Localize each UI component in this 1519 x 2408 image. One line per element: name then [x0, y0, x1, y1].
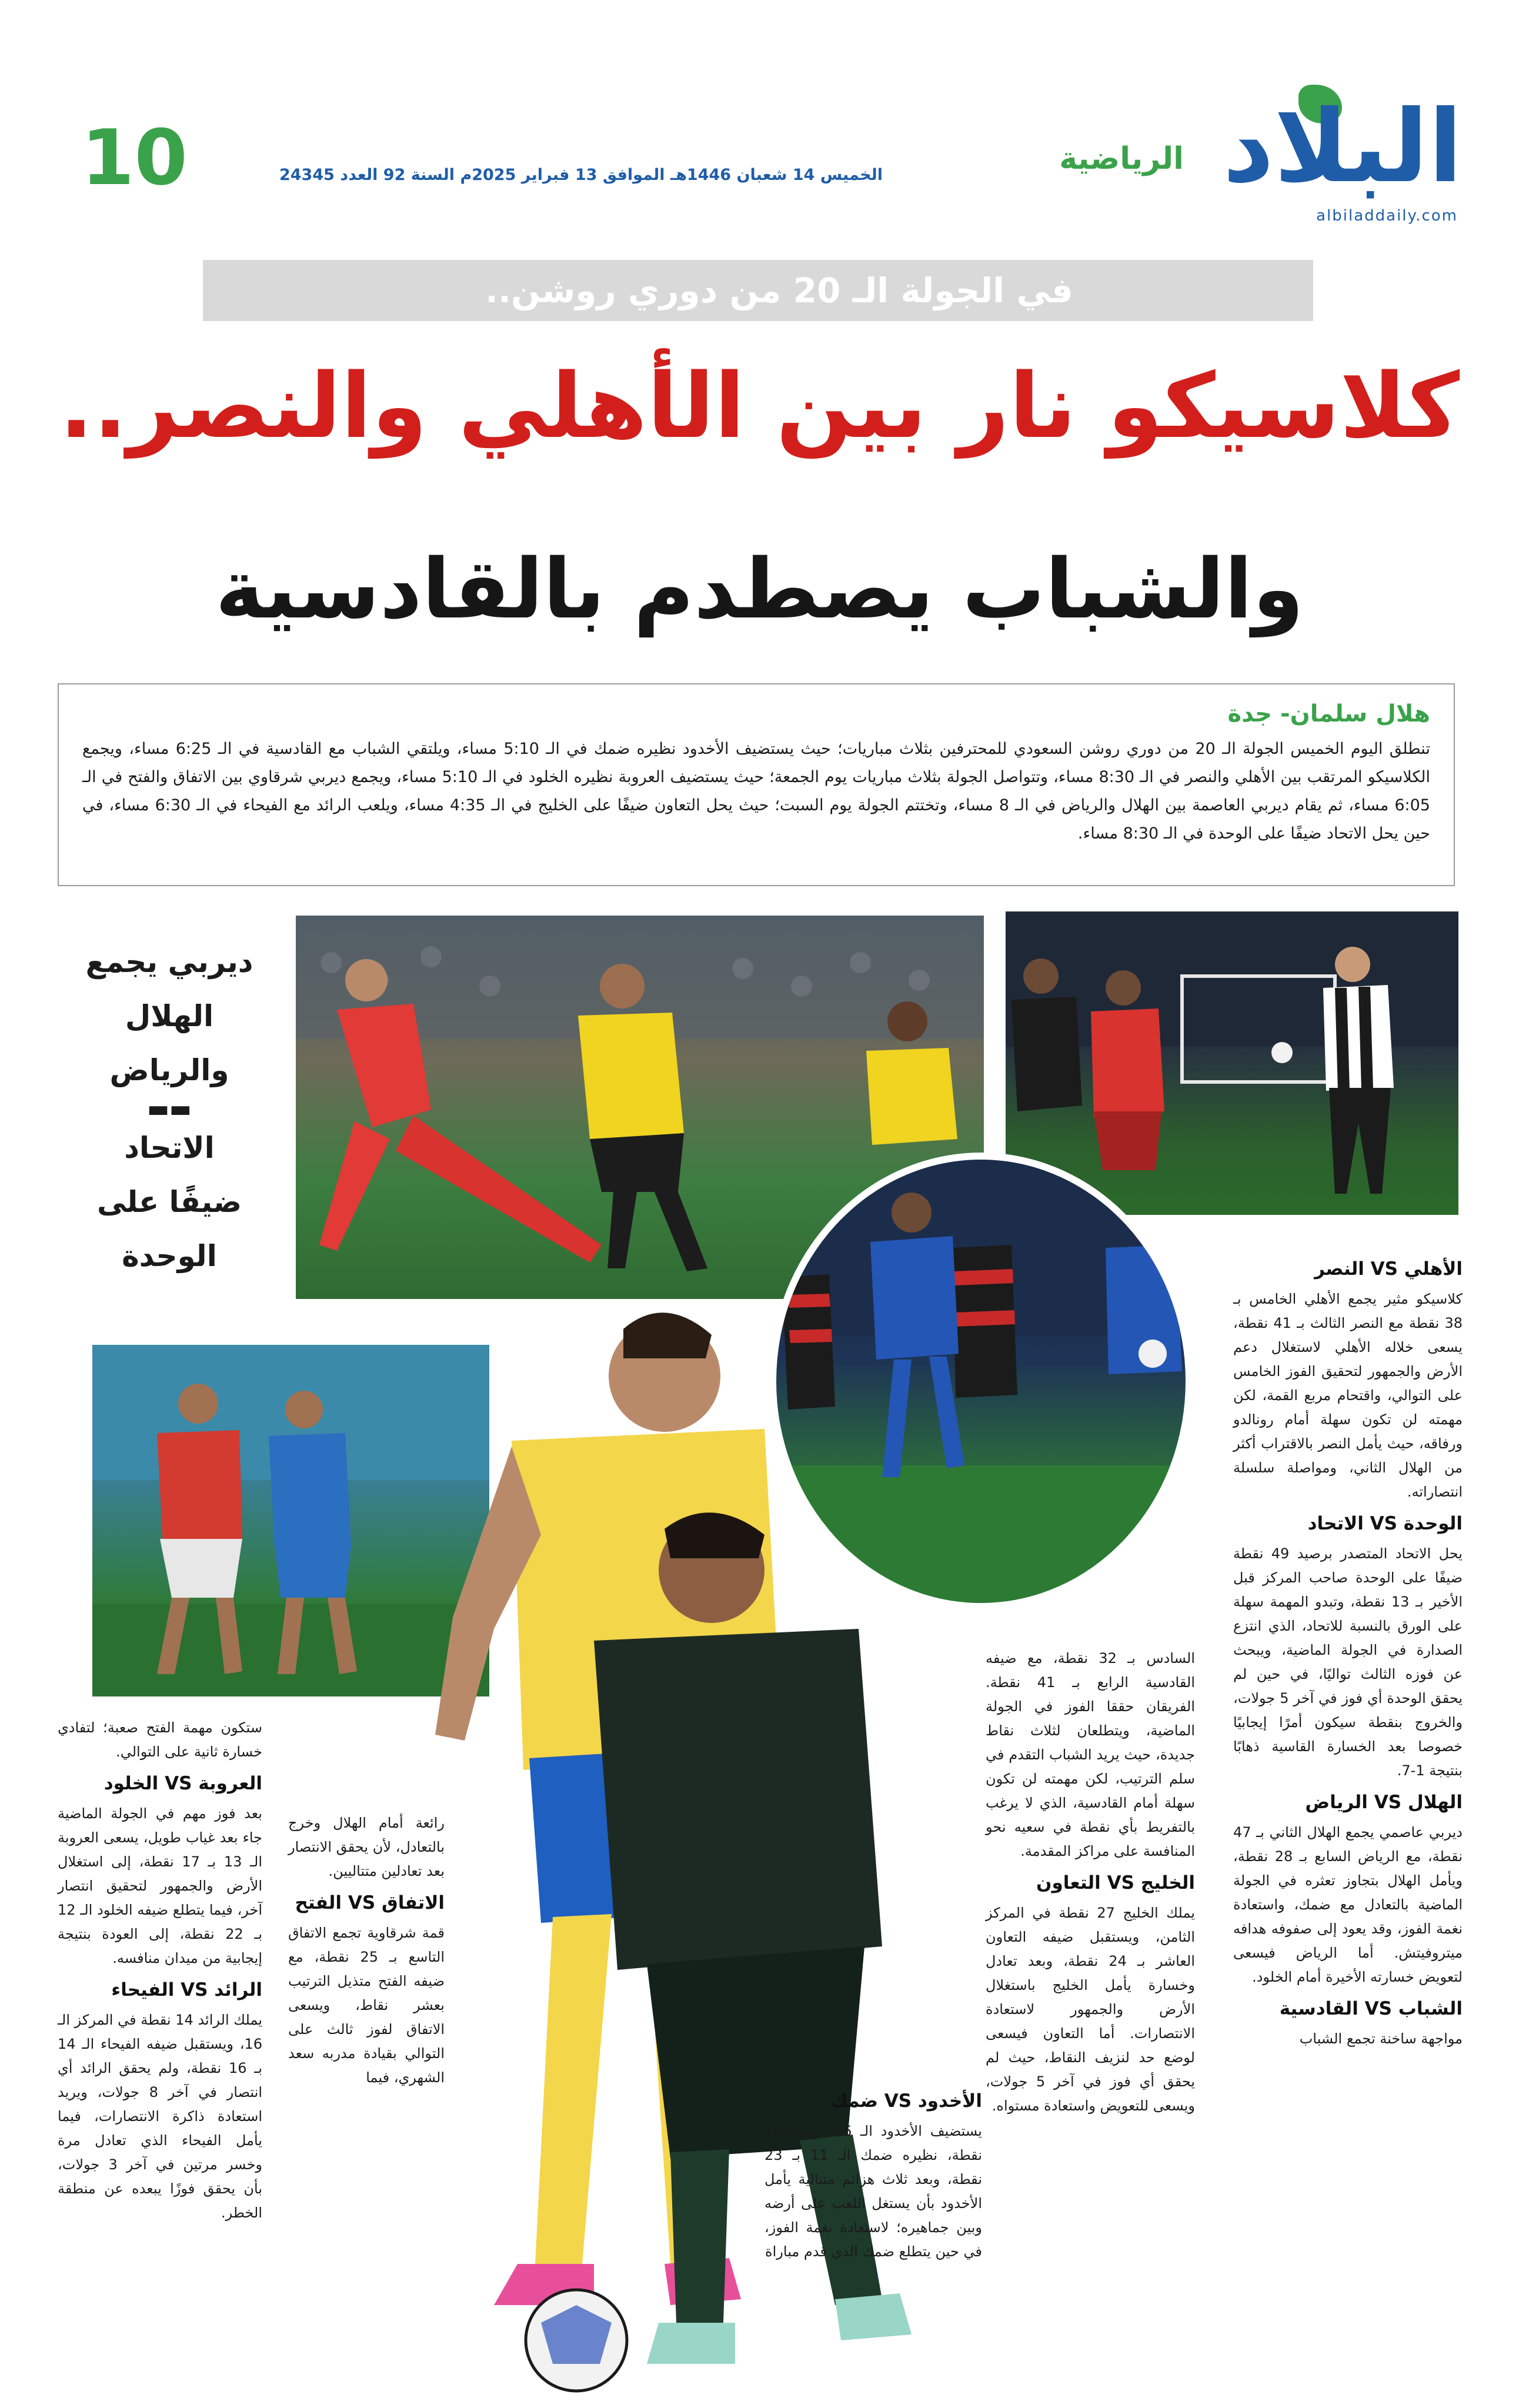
- intro-box: [58, 683, 1455, 886]
- logo-url: albiladdaily.com: [1316, 207, 1458, 225]
- newspaper-logo: [1210, 88, 1463, 225]
- dateline: الخميس 14 شعبان 1446هـ الموافق 13 فبراير 2025م السنة 92 العدد 24345: [279, 166, 883, 184]
- match-heading: الاتفاق VS الفتح: [295, 1892, 445, 1913]
- callout-line: ديربي يجمع: [85, 945, 253, 979]
- callout-line: والرياض: [109, 1053, 229, 1087]
- photo-illustration: [1006, 911, 1458, 1215]
- match-heading: الرائد VS الفيحاء: [111, 1979, 262, 2000]
- match-paragraph: يملك الرائد 14 نقطة في المركز الـ 16، ويستقبل ضيفه الفيحاء الـ 14 بـ 16 نقطة، ولم يحقق الرائد أي انتصار في آخر 8 جولات، ويريد استعادة ذاكرة الانتصارات، فيما يأمل الفيحاء الذي تعادل مرة وخسر مرتين في آخر 3 جولات، بأن يحقق فوزًا يبعده عن منطقة الخطر.: [58, 2012, 262, 2221]
- page-number: 10: [81, 113, 188, 202]
- callout-line: الاتحاد: [124, 1131, 215, 1165]
- match-photo-taawoun-khaleej: [1006, 911, 1458, 1215]
- callout-line: ضيفًا على: [96, 1185, 242, 1219]
- article-column-3: [764, 2082, 982, 2264]
- intro-paragraph: تنطلق اليوم الخميس الجولة الـ 20 من دوري روشن السعودي للمحترفين بثلاث مباريات؛ حيث يستضيف الأخدود نظيره ضمك في الـ 5:10 مساء، ويلتقي الشباب مع القادسية في الـ 6:25 مساء، ويجمع الكلاسيكو المرتقب بين الأهلي والنصر في الـ 8:30 مساء، وتتواصل الجولة بثلاث مباريات يوم الجمعة؛ حيث يستضيف العروبة نظيره الخلود في الـ 5:10 مساء، ويجمع ديربي شرقاوي بين الاتفاق والفتح في الـ 6:05 مساء، ثم يقام ديربي العاصمة بين الهلال والرياض في الـ 8 مساء، وتختتم الجولة يوم السبت؛ حيث يحل التعاون ضيفًا على الخليج في الـ 4:35 مساء، ويلعب الرائد مع الفيحاء في الـ 6:30 مساء، في حين يحل الاتحاد ضيفًا على الوحدة في الـ 8:30 مساء.: [82, 740, 1430, 843]
- match-heading: الوحدة VS الاتحاد: [1307, 1513, 1463, 1534]
- side-callout: [64, 935, 275, 1283]
- match-paragraph: ديربي عاصمي يجمع الهلال الثاني بـ 47 نقطة، مع الرياض السابع بـ 28 نقطة، ويأمل الهلال بتجاوز تعثره في الجولة الماضية بالتعادل مع ضمك، واستعادة نغمة الفوز، وقد يعود إلى صفوفه هدافه ميتروفيتش. أما الرياض فيسعى لتعويض خسارته الأخيرة أمام الخلود.: [1233, 1824, 1463, 1985]
- article-column-2: [986, 1646, 1195, 2118]
- article-column-5: [58, 1716, 262, 2225]
- article-column-4: [288, 1811, 445, 2090]
- match-paragraph: يملك الخليج 27 نقطة في المركز الثامن، ويستقبل ضيفه التعاون العاشر بـ 24 نقطة، وبعد تعادل وخسارة يأمل الخليج باستغلال الأرض والجمهور لاستعادة الانتصارات. أما التعاون فيسعى لوضع حد لنزيف النقاط، حيث لم يحقق أي فوز في آخر 5 جولات، ويسعى للتعويض واستعادة مستواه.: [986, 1905, 1196, 2114]
- byline: هلال سلمان- جدة: [1227, 700, 1430, 727]
- article-column-1: [1233, 1250, 1463, 2051]
- match-paragraph: قمة شرقاوية تجمع الاتفاق التاسع بـ 25 نقطة، مع ضيفه الفتح متذيل الترتيب بعشر نقاط، ويسعى الاتفاق لفوز ثالث على التوالي بقيادة مدربه سعد الشهري، فيما: [288, 1925, 445, 2086]
- match-paragraph: السادس بـ 32 نقطة، مع ضيفه القادسية الرابع بـ 41 نقطة. الفريقان حققا الفوز في الجولة الماضية، ويتطلعان لثلاث نقاط جديدة، حيث يريد الشباب التقدم في سلم الترتيب، لكن مهمته لن تكون سهلة أمام القادسية، الذي لا يرغب بالتفريط بأي نقطة في سعيه نحو المنافسة على مراكز المقدمة.: [986, 1650, 1196, 1859]
- match-paragraph: بعد فوز مهم في الجولة الماضية جاء بعد غياب طويل، يسعى العروبة الـ 13 بـ 17 نقطة، إلى استغلال الأرض والجمهور لتحقيق انتصار آخر، فيما يتطلع ضيفه الخلود الـ 12 بـ 22 نقطة، إلى العودة بنتيجة إيجابية من ميدان منافسه.: [58, 1805, 263, 1966]
- match-paragraph: يستضيف الأخدود الـ 15 برصيد 15 نقطة، نظيره ضمك الـ 11 بـ 23 نقطة، وبعد ثلاث هزائم متتالية يأمل الأخدود بأن يستغل اللعب على أرضه وبين جماهيره؛ لاستعادة نغمة الفوز، في حين يتطلع ضمك الذي قدم مباراة: [764, 2123, 983, 2260]
- main-headline: كلاسيكو نار بين الأهلي والنصر..: [59, 354, 1460, 458]
- callout-line: الوحدة: [122, 1239, 217, 1273]
- match-paragraph: ستكون مهمة الفتح صعبة؛ لتفادي خسارة ثانية على التوالي.: [58, 1719, 262, 1760]
- match-heading: الأخدود VS ضمك: [831, 2090, 982, 2112]
- logo-text: البلاد: [1223, 89, 1463, 205]
- match-heading: الشباب VS القادسية: [1279, 1998, 1463, 2019]
- match-heading: الهلال VS الرياض: [1305, 1792, 1463, 1813]
- callout-separator: ▬▬: [147, 1096, 192, 1123]
- match-paragraph: مواجهة ساخنة تجمع الشباب: [1299, 2030, 1463, 2047]
- match-heading: الأهلي VS النصر: [1314, 1258, 1463, 1280]
- callout-line: الهلال: [125, 999, 214, 1033]
- match-heading: العروبة VS الخلود: [104, 1773, 262, 1794]
- match-heading: الخليج VS التعاون: [1036, 1872, 1195, 1893]
- section-label: الرياضية: [1059, 141, 1184, 176]
- match-paragraph: رائعة أمام الهلال وخرج بالتعادل، لأن يحقق الانتصار بعد تعادلين متتاليين.: [288, 1815, 445, 1879]
- sub-headline: والشباب يصطدم بالقادسية: [215, 542, 1304, 637]
- match-paragraph: كلاسيكو مثير يجمع الأهلي الخامس بـ 38 نقطة مع النصر الثالث بـ 41 نقطة، يسعى خلاله الأهلي لاستغلال دعم الأرض والجمهور لتحقيق الفوز الخامس على التوالي، واقتحام مربع القمة، لكن مهمته لن تكون سهلة أمام رونالدو ورفاقه، حيث يأمل النصر بالاقتراب أكثر من الهلال الثاني، ومواصلة سلسلة انتصاراته.: [1233, 1291, 1463, 1500]
- match-paragraph: يحل الاتحاد المتصدر برصيد 49 نقطة ضيفًا على الوحدة صاحب المركز قبل الأخير بـ 13 نقطة، وتبدو المهمة سهلة على الورق بالنسبة للاتحاد، الذي انتزع الصدارة في الجولة الماضية، ويبحث عن فوزه الثالث تواليًا، في حين لم يحقق الوحدة أي فوز في آخر 5 جولات، والخروج بنقطة سيكون أمرًا إيجابيًا خصوصا بعد الخسارة القاسية ذهابًا بنتيجة 1-7.: [1233, 1545, 1463, 1779]
- kicker-banner: في الجولة الـ 20 من دوري روشن..: [203, 260, 1313, 321]
